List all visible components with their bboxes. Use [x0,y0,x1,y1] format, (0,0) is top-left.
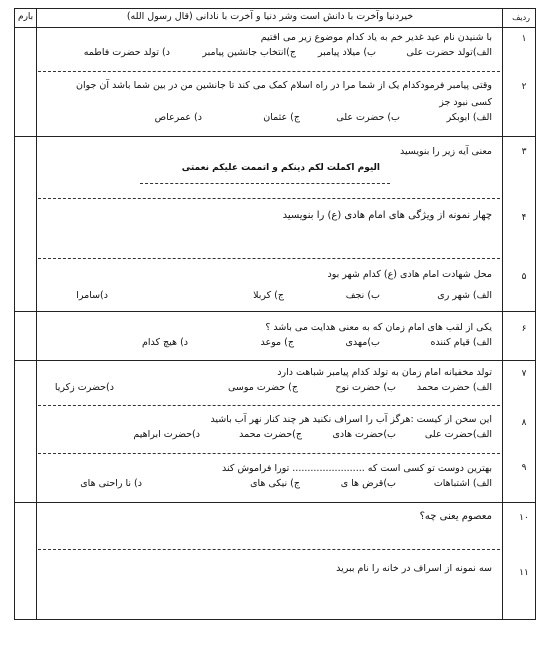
question-number: ۳ [521,147,527,157]
answer-options [52,478,492,490]
answer-line [140,183,390,184]
question-text: وقتی پیامبر فرمودکدام یک از شما مرا در راه اسلام کمک می کند تا جانشین من در بین شما باشد آن جوان [76,80,492,91]
option-d: د)حضرت زکریا [54,382,114,393]
page-title: خیردنیا وآخرت با دانش است وشر دنیا و آخرت با نادانی (قال رسول الله) [126,11,414,22]
question-text: یکی از لقب های امام زمان که به معنی هدایت می باشد ؟ [265,322,492,333]
header-divider [14,27,536,28]
option-b: ب)قرض ها ی [340,478,396,489]
option-c: ج) عثمان [263,112,300,123]
option-d: د) نا راحتی های [80,478,142,489]
question-number: ۷ [521,369,527,379]
question-number: ۹ [521,463,527,473]
question-text: بهترین دوست تو کسی است که ........................ تورا فراموش کند [222,463,492,474]
question-number: ۶ [521,324,527,334]
row-column-header: ردیف [512,13,530,22]
option-c: ج) کربلا [253,290,284,301]
answer-options [52,429,492,441]
option-c: ج) نیکی های [250,478,300,489]
option-a: الف) ابوبکر [446,112,492,123]
question-text-continued: کسی نبود جز [439,97,492,108]
question-text: این سخن از کیست :هرگز آب را اسراف نکنید هر چند کنار نهر آب باشید [210,414,492,425]
answer-options [52,47,492,59]
question-number: ۱۰ [519,513,529,523]
separator [38,549,500,550]
option-c: ج)انتخاب جانشین پیامبر [202,47,296,58]
row-divider [14,136,536,137]
option-a: الف) شهر ری [437,290,492,301]
separator [38,453,500,454]
row-divider [14,311,536,312]
option-a: الف) حضرت محمد [416,382,492,393]
score-column-divider [36,8,37,620]
option-a: الف)تولد حضرت علی [406,47,492,58]
option-c: ج)حضرت محمد [239,429,302,440]
separator [38,405,500,406]
question-number: ۵ [521,272,527,282]
option-d: د) تولد حضرت فاطمه [83,47,170,58]
option-d: د)حضرت ابراهیم [133,429,200,440]
question-number: ۲ [521,82,527,92]
question-number: ۱۱ [519,568,529,578]
option-b: ب)حضرت هادی [332,429,396,440]
question-text: معنی آیه زیر را بنویسید [399,146,492,157]
option-b: ب) میلاد پیامبر [317,47,376,58]
option-c: ج) حضرت موسی [227,382,298,393]
option-c: ج) موعد [260,337,294,348]
question-text: معصوم یعنی چه؟ [419,511,492,522]
row-divider [14,360,536,361]
option-b: ب) حضرت علی [336,112,400,123]
question-number: ۴ [521,213,527,223]
quran-verse: الیوم اکملت لکم دینکم و اتممت علیکم نعمتی [181,163,380,173]
separator [38,71,500,72]
question-text: سه نمونه از اسراف در خانه را نام ببرید [336,563,492,574]
separator [38,198,500,199]
answer-options [52,290,492,302]
option-b: ب) حضرت نوح [335,382,396,393]
option-d: د)سامرا [76,290,108,301]
question-text: محل شهادت امام هادی (ع) کدام شهر بود [327,269,492,280]
question-text: چهار نمونه از ویژگی های امام هادی (ع) را بنویسید [282,210,492,221]
option-d: د) هیچ کدام [141,337,188,348]
option-b: ب)مهدی [345,337,380,348]
option-a: الف) اشتباهات [433,478,492,489]
question-text: تولد مخفیانه امام زمان به تولد کدام پیامبر شباهت دارد [277,367,492,378]
score-column-header: بارم [18,12,34,22]
option-a: الف) قیام کننده [430,337,492,348]
option-b: ب) نجف [345,290,380,301]
answer-options [52,382,492,394]
question-number: ۸ [521,418,527,428]
separator [38,258,500,259]
row-divider [14,502,536,503]
option-a: الف)حضرت علی [424,429,492,440]
question-text: با شنیدن نام عید غدیر خم به یاد کدام موضوع زیر می افتیم [260,32,492,43]
question-number: ۱ [521,34,527,44]
option-d: د) عمرعاص [154,112,202,123]
answer-options [52,337,492,349]
answer-options [52,112,492,124]
number-column-divider [502,8,503,620]
